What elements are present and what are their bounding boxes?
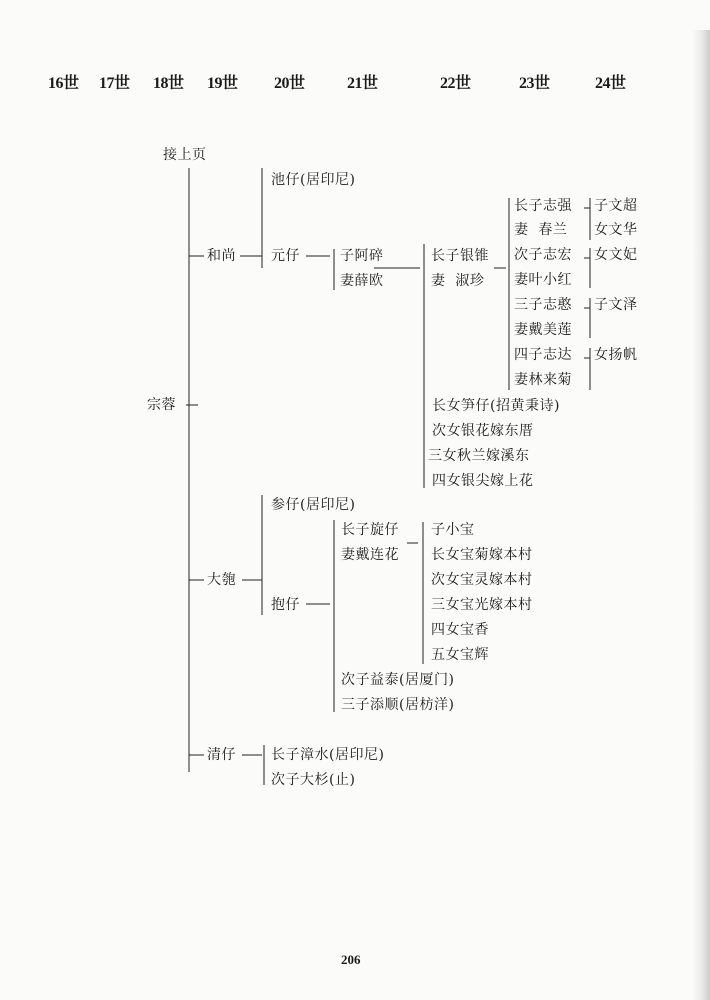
spouse-name: 妻 春兰	[514, 222, 568, 238]
person-name: 子文超	[594, 198, 638, 214]
person-name: 三子志憨	[514, 297, 572, 313]
generation-label: 21世	[347, 75, 378, 92]
person-name: 次子大杉(止)	[271, 772, 356, 788]
generation-label: 22世	[440, 75, 471, 92]
person-name: 女文华	[594, 222, 638, 238]
person-name: 女文妃	[594, 247, 638, 263]
generation-label: 16世	[48, 75, 79, 92]
spouse-name: 妻薛欧	[340, 273, 384, 289]
person-name: 池仔(居印尼)	[271, 172, 356, 188]
spouse-name: 妻叶小红	[514, 272, 572, 288]
person-name: 子阿碎	[340, 248, 384, 264]
person-name: 清仔	[207, 747, 236, 763]
generation-label: 23世	[519, 75, 550, 92]
spouse-name: 妻戴连花	[341, 547, 399, 563]
person-name: 宗蓉	[147, 397, 176, 413]
person-name: 长子旋仔	[341, 522, 399, 538]
person-name: 长子银锥	[431, 248, 489, 264]
person-name: 女扬帆	[594, 347, 638, 363]
person-name: 五女宝辉	[431, 647, 489, 663]
person-name: 四子志达	[514, 347, 572, 363]
person-name: 长子志强	[514, 198, 572, 214]
generation-label: 24世	[595, 75, 626, 92]
person-name: 长女笋仔(招黄秉诗)	[432, 398, 560, 414]
scan-edge-shadow	[692, 30, 710, 1000]
person-name: 三子添顺(居枋洋)	[341, 697, 455, 713]
generation-label: 18世	[153, 75, 184, 92]
person-name: 子文泽	[594, 297, 638, 313]
person-name: 大匏	[207, 572, 236, 588]
person-name: 长子漳水(居印尼)	[271, 747, 385, 763]
generation-label: 17世	[99, 75, 130, 92]
person-name: 参仔(居印尼)	[271, 497, 356, 513]
spouse-name: 妻林来菊	[514, 372, 572, 388]
person-name: 次子志宏	[514, 247, 572, 263]
person-name: 次女宝灵嫁本村	[431, 572, 533, 588]
person-name: 四女宝香	[431, 622, 489, 638]
spouse-name: 妻 淑珍	[431, 273, 485, 289]
person-name: 抱仔	[271, 597, 300, 613]
page-number: 206	[341, 952, 361, 967]
person-name: 次女银花嫁东厝	[432, 423, 534, 439]
person-name: 三女秋兰嫁溪东	[428, 448, 530, 464]
continued-from-previous-page: 接上页	[163, 147, 207, 163]
generation-label: 19世	[207, 75, 238, 92]
person-name: 长女宝菊嫁本村	[431, 547, 533, 563]
person-name: 次子益泰(居厦门)	[341, 672, 455, 688]
person-name: 四女银尖嫁上花	[432, 473, 534, 489]
person-name: 和尚	[207, 248, 236, 264]
person-name: 元仔	[271, 248, 300, 264]
spouse-name: 妻戴美莲	[514, 322, 572, 338]
generation-label: 20世	[274, 75, 305, 92]
person-name: 子小宝	[431, 522, 475, 538]
person-name: 三女宝光嫁本村	[431, 597, 533, 613]
